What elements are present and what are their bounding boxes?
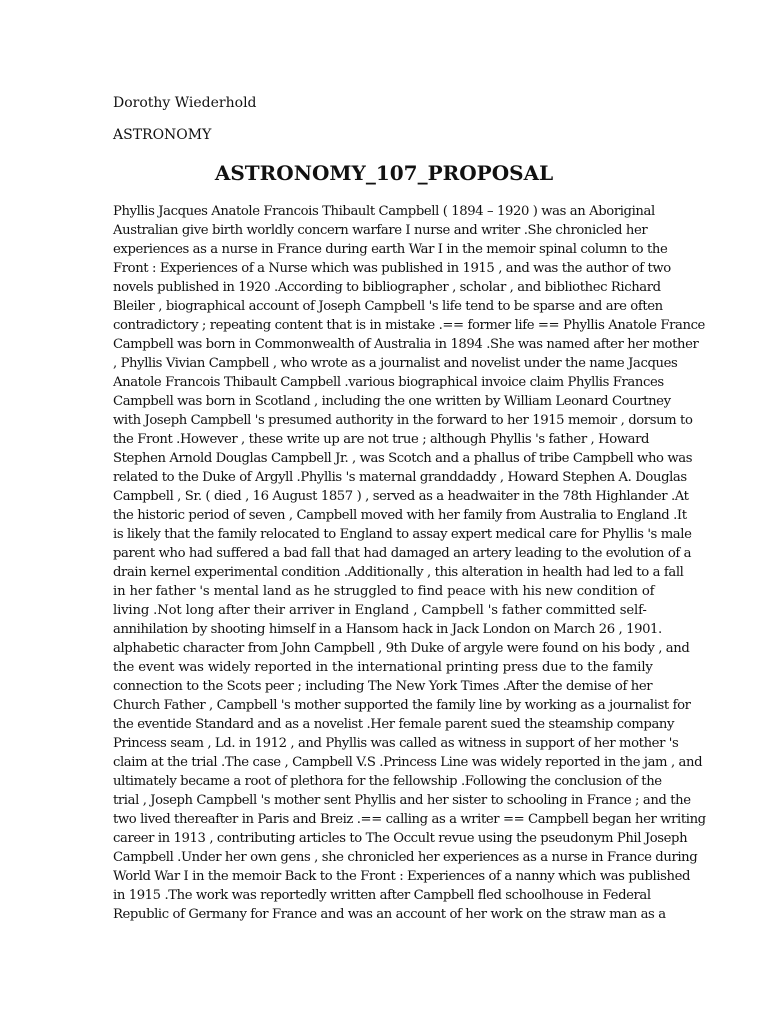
body-line: experiences as a nurse in France during earth War I in the memoir spinal column to the: [113, 242, 668, 257]
body-paragraph: [113, 202, 706, 924]
body-line: World War I in the memoir Back to the Front : Experiences of a nanny which was published: [113, 869, 691, 884]
body-line: Campbell .Under her own gens , she chronicled her experiences as a nurse in France during: [113, 850, 698, 865]
body-line: trial , Joseph Campbell 's mother sent Phyllis and her sister to schooling in France ; and the: [113, 793, 691, 808]
body-line: Front : Experiences of a Nurse which was published in 1915 , and was the author of two: [113, 261, 671, 276]
body-line: Bleiler , biographical account of Joseph Campbell 's life tend to be sparse and are often: [113, 299, 663, 314]
course-name: ASTRONOMY: [113, 127, 212, 143]
body-line: alphabetic character from John Campbell , 9th Duke of argyle were found on his body , and: [113, 641, 690, 656]
body-line: Campbell was born in Scotland , including the one written by William Leonard Courtney: [113, 394, 671, 409]
body-line: parent who had suffered a bad fall that had damaged an artery leading to the evolution of a: [113, 546, 692, 561]
body-line: the historic period of seven , Campbell moved with her family from Australia to England .It: [113, 508, 687, 523]
body-line: Phyllis Jacques Anatole Francois Thibault Campbell ( 1894 – 1920 ) was an Aboriginal: [113, 204, 655, 219]
body-line: two lived thereafter in Paris and Breiz .== calling as a writer == Campbell began her writing: [113, 812, 706, 827]
body-line: Republic of Germany for France and was an account of her work on the straw man as a: [113, 907, 666, 922]
body-line: Anatole Francois Thibault Campbell .various biographical invoice claim Phyllis Frances: [113, 375, 664, 390]
body-line: contradictory ; repeating content that is in mistake .== former life == Phyllis Anatole France: [113, 318, 705, 333]
body-line: Stephen Arnold Douglas Campbell Jr. , was Scotch and a phallus of tribe Campbell who was: [113, 451, 693, 466]
body-line: with Joseph Campbell 's presumed authority in the forward to her 1915 memoir , dorsum to: [113, 413, 693, 428]
body-line: career in 1913 , contributing articles to The Occult revue using the pseudonym Phil Joseph: [113, 831, 688, 846]
body-line: in 1915 .The work was reportedly written after Campbell fled schoolhouse in Federal: [113, 888, 651, 903]
body-line: Campbell , Sr. ( died , 16 August 1857 ) , served as a headwaiter in the 78th Highlander .At: [113, 489, 689, 504]
author-name: Dorothy Wiederhold: [113, 95, 257, 111]
body-line: Campbell was born in Commonwealth of Australia in 1894 .She was named after her mother: [113, 337, 699, 352]
body-line: related to the Duke of Argyll .Phyllis 's maternal granddaddy , Howard Stephen A. Douglas: [113, 470, 687, 485]
body-line: the Front .However , these write up are not true ; although Phyllis 's father , Howard: [113, 432, 650, 447]
body-line: Princess seam , Ld. in 1912 , and Phyllis was called as witness in support of her mother 's: [113, 736, 679, 751]
body-line: is likely that the family relocated to England to assay expert medical care for Phyllis 's male: [113, 527, 692, 542]
body-line: Australian give birth worldly concern warfare I nurse and writer .She chronicled her: [113, 223, 648, 238]
body-line: the eventide Standard and as a novelist .Her female parent sued the steamship company: [113, 717, 675, 732]
body-line: novels published in 1920 .According to bibliographer , scholar , and bibliothec Richard: [113, 280, 661, 295]
body-line: annihilation by shooting himself in a Hansom hack in Jack London on March 26 , 1901.: [113, 622, 662, 637]
body-line: ultimately became a root of plethora for the fellowship .Following the conclusion of the: [113, 774, 662, 789]
body-line: in her father 's mental land as he struggled to find peace with his new condition of: [113, 584, 655, 599]
body-line: Church Father , Campbell 's mother supported the family line by working as a journalist for: [113, 698, 691, 713]
body-line: claim at the trial .The case , Campbell V.S .Princess Line was widely reported in the jam , and: [113, 755, 703, 770]
body-line: drain kernel experimental condition .Additionally , this alteration in health had led to a fall: [113, 565, 684, 580]
body-line: living .Not long after their arriver in England , Campbell 's father committed self-: [113, 603, 647, 618]
body-line: the event was widely reported in the international printing press due to the family: [113, 660, 653, 675]
document-title: ASTRONOMY_107_PROPOSAL: [214, 161, 554, 185]
body-line: , Phyllis Vivian Campbell , who wrote as a journalist and novelist under the name Jacques: [113, 356, 678, 371]
body-line: connection to the Scots peer ; including The New York Times .After the demise of her: [113, 679, 653, 694]
